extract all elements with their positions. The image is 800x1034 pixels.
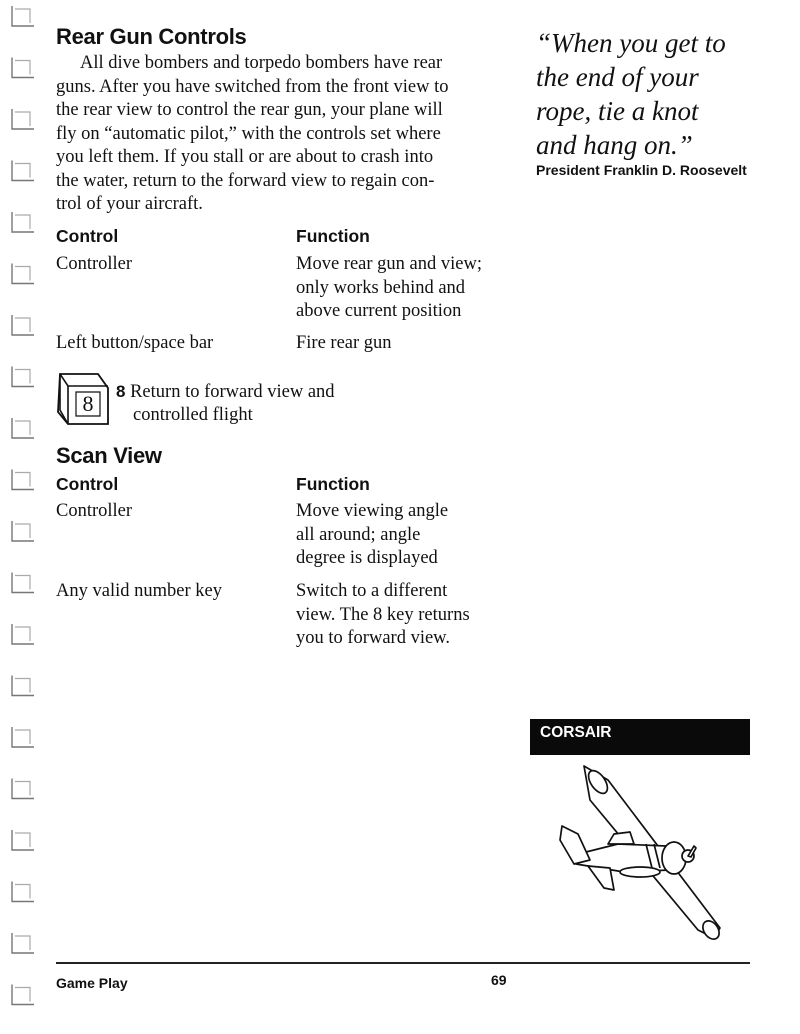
paragraph-line: you left them. If you stall or are about to crash into xyxy=(56,147,434,167)
spiral-binding xyxy=(4,0,44,1034)
table-cell-function: Move rear gun and view; xyxy=(296,254,482,274)
spiral-ring xyxy=(12,367,34,387)
footer-section-name: Game Play xyxy=(56,975,128,991)
paragraph-line: All dive bombers and torpedo bombers have rear xyxy=(80,53,443,73)
table-cell-function: all around; angle xyxy=(296,524,421,545)
spiral-ring xyxy=(12,264,34,284)
corsair-plane-illustration xyxy=(548,760,738,950)
key-note xyxy=(116,380,335,405)
table-cell-function: degree is displayed xyxy=(296,548,438,568)
spiral-ring xyxy=(12,58,34,78)
spiral-ring xyxy=(12,779,34,799)
key-note-text: Return to forward view and xyxy=(130,382,335,402)
paragraph-line: fly on “automatic pilot,” with the controls set where xyxy=(56,123,441,144)
table-cell-function: Switch to a different xyxy=(296,581,448,601)
table-cell-function: view. The 8 key returns xyxy=(296,604,470,625)
spiral-ring xyxy=(12,6,34,26)
key-label: 8 xyxy=(82,391,94,416)
column-header-function: Function xyxy=(296,474,370,494)
spiral-ring xyxy=(12,573,34,593)
column-header-function: Function xyxy=(296,226,370,246)
table-cell-function: Move viewing angle xyxy=(296,501,449,521)
figure-label-bar xyxy=(530,719,750,755)
spiral-ring xyxy=(12,882,34,902)
key-8-icon xyxy=(54,370,112,428)
table-cell-function: Fire rear gun xyxy=(296,333,392,353)
spiral-ring xyxy=(12,418,34,438)
spiral-ring xyxy=(12,315,34,335)
table-cell-function: you to forward view. xyxy=(296,628,450,648)
quote-line: the end of your xyxy=(536,62,699,92)
spiral-ring xyxy=(12,985,34,1005)
table-cell-control: Any valid number key xyxy=(56,581,222,601)
quote-line: and hang on.” xyxy=(536,130,693,160)
spiral-ring xyxy=(12,470,34,490)
quote-line: “When you get to xyxy=(536,28,726,58)
footer-rule xyxy=(56,962,750,964)
page-number: 69 xyxy=(491,972,507,988)
quote-line: rope, tie a knot xyxy=(536,96,699,126)
paragraph-line: the rear view to control the rear gun, your plane will xyxy=(56,100,443,120)
spiral-ring xyxy=(12,624,34,644)
figure-label: CORSAIR xyxy=(540,724,612,741)
column-header-control: Control xyxy=(56,226,119,246)
section-heading-rear-gun: Rear Gun Controls xyxy=(56,24,247,49)
paragraph-line: trol of your aircraft. xyxy=(56,194,203,214)
key-note-number: 8 xyxy=(116,382,126,401)
table-cell-control: Left button/space bar xyxy=(56,333,214,353)
key-note-text: controlled flight xyxy=(133,404,253,425)
table-cell-function: above current position xyxy=(296,301,462,321)
table-cell-control: Controller xyxy=(56,501,133,521)
paragraph-line: guns. After you have switched from the front view to xyxy=(56,76,449,97)
quote-attribution: President Franklin D. Roosevelt xyxy=(536,162,747,178)
spiral-ring xyxy=(12,212,34,232)
table-cell-function: only works behind and xyxy=(296,277,466,298)
spiral-ring xyxy=(12,933,34,953)
column-header-control: Control xyxy=(56,474,119,494)
spiral-ring xyxy=(12,727,34,747)
spiral-ring xyxy=(12,830,34,850)
section-heading-scan-view: Scan View xyxy=(56,443,162,468)
spiral-ring xyxy=(12,521,34,541)
spiral-ring xyxy=(12,676,34,696)
spiral-ring xyxy=(12,161,34,181)
sidebar-quote xyxy=(536,26,781,162)
paragraph-line: the water, return to the forward view to regain con- xyxy=(56,170,435,191)
table-cell-control: Controller xyxy=(56,254,133,274)
spiral-ring xyxy=(12,109,34,129)
